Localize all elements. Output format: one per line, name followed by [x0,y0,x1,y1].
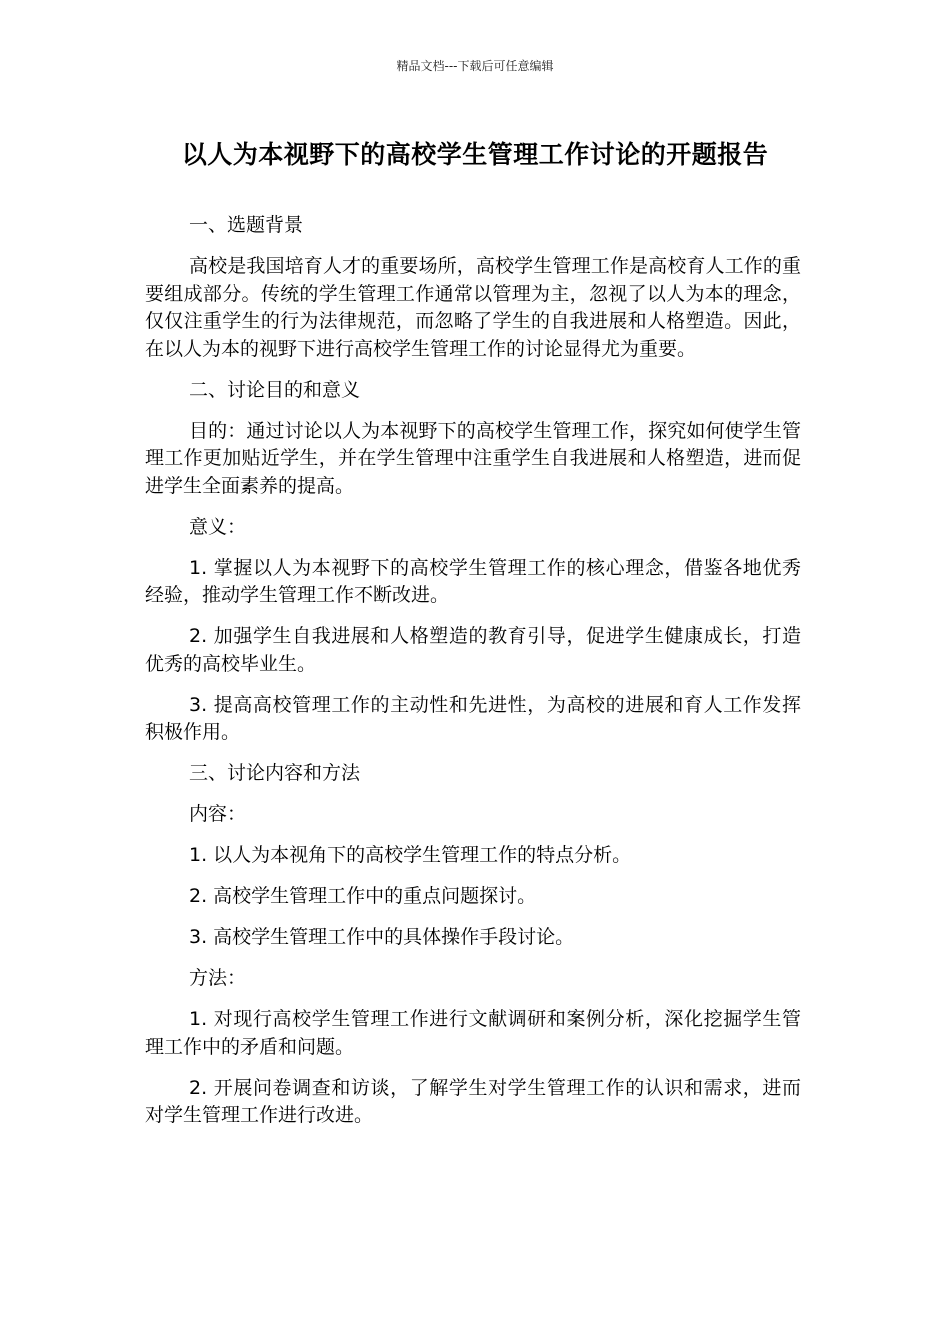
list-item-method-2: 2. 开展问卷调查和访谈，了解学生对学生管理工作的认识和需求，进而对学生管理工作进行改进。 [145,1076,801,1126]
document-body [145,212,801,1143]
header-note: 精品文档---下载后可任意编辑 [396,59,554,73]
paragraph-background: 高校是我国培育人才的重要场所，高校学生管理工作是高校育人工作的重要组成部分。传统的学生管理工作通常以管理为主，忽视了以人为本的理念，仅仅注重学生的行为法律规范，而忽略了学生的自我进展和人格塑造。因此，在以人为本的视野下进行高校学生管理工作的讨论显得尤为重要。 [145,255,801,360]
label-significance: 意义： [189,515,247,538]
list-item-content-3: 3. 高校学生管理工作中的具体操作手段讨论。 [189,926,575,948]
label-content: 内容： [189,803,247,825]
list-item-significance-1: 1. 掌握以人为本视野下的高校学生管理工作的核心理念，借鉴各地优秀经验，推动学生管理工作不断改进。 [145,556,801,606]
section-heading-purpose: 二、讨论目的和意义 [189,378,361,401]
document-title: 以人为本视野下的高校学生管理工作讨论的开题报告 [181,140,769,169]
list-item-significance-2: 2. 加强学生自我进展和人格塑造的教育引导，促进学生健康成长，打造优秀的高校毕业生。 [145,625,801,675]
list-item-method-1: 1. 对现行高校学生管理工作进行文献调研和案例分析，深化挖掘学生管理工作中的矛盾和问题。 [145,1008,801,1058]
list-item-significance-3: 3. 提高高校管理工作的主动性和先进性，为高校的进展和育人工作发挥积极作用。 [145,693,801,743]
label-method: 方法： [189,967,247,989]
list-item-content-2: 2. 高校学生管理工作中的重点问题探讨。 [189,885,537,907]
section-heading-content-method: 三、讨论内容和方法 [189,762,361,784]
paragraph-purpose: 目的：通过讨论以人为本视野下的高校学生管理工作，探究如何使学生管理工作更加贴近学生，并在学生管理中注重学生自我进展和人格塑造，进而促进学生全面素养的提高。 [145,419,801,497]
list-item-content-1: 1. 以人为本视角下的高校学生管理工作的特点分析。 [189,844,632,866]
section-heading-background: 一、选题背景 [189,214,304,236]
